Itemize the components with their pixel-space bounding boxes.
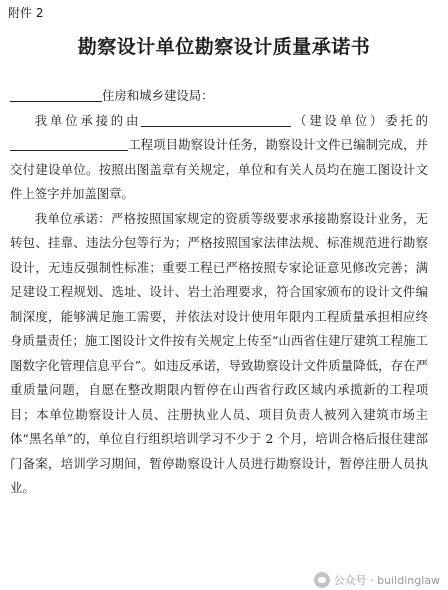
p1-text-c: 的 <box>415 112 429 128</box>
salutation <box>10 84 428 109</box>
wechat-icon <box>314 572 330 588</box>
p1-text-a: 我单位承接的由 <box>34 112 142 128</box>
attachment-label: 附件 2 <box>8 6 44 20</box>
blank-project <box>10 136 128 151</box>
document-title: 勘察设计单位勘察设计质量承诺书 <box>77 36 371 58</box>
paragraph-1 <box>10 109 428 207</box>
p1-text-d: 工程项目勘察设计任务，勘察设计文件已编制完成，并交付建设单位。按照出图盖章有关规定，单位和有关人员均在施工图设计文件上签字并加盖图章。 <box>10 137 428 201</box>
document-body <box>10 84 428 501</box>
watermark-text: 公众号 · buildinglaw <box>333 574 440 587</box>
watermark <box>314 572 440 588</box>
blank-client <box>141 112 291 127</box>
salutation-text: 住房和城乡建设局： <box>102 88 214 103</box>
blank-bureau <box>10 87 102 102</box>
p1-text-b: （建设单位）委托 <box>291 112 416 128</box>
paragraph-2: 我单位承诺：严格按照国家规定的资质等级要求承接勘察设计业务，无转包、挂靠、违法分包等行为；严格按照国家法律法规、标准规范进行勘察设计，无违反强制性标准；重要工程已严格按照专家论证意见修改完善；满足建设工程规划、选址、设计、岩土治理要求，符合国家颁布的设计文件编制深度，能够满足施工需要，并依法对设计使用年限内工程质量承担相应终身质量责任；施工图设计文件按有关规定上传至“山西省住建厅建筑工程施工图数字化管理信息平台”。如违反承诺，导致勘察设计文件质量降低，存在严重质量问题，自愿在整改期限内暂停在山西省行政区域内承揽新的工程项目；本单位勘察设计人员、注册执业人员、项目负责人被列入建筑市场主体“黑名单”的，单位自行组织培训学习不少于 2 个月，培训合格后报住建部门备案，培训学习期间，暂停勘察设计人员进行勘察设计，暂停注册人员执业。 <box>10 210 428 495</box>
